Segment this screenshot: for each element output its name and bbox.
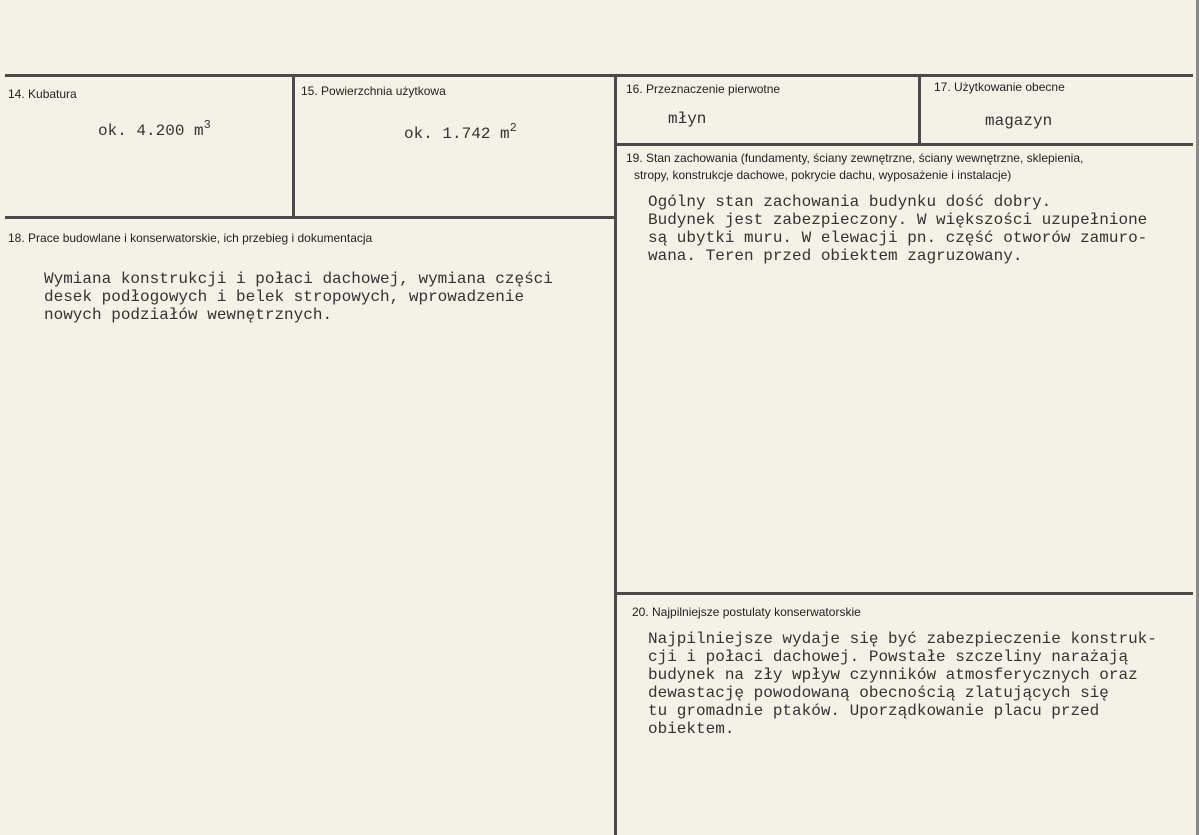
field-19-line: Ogólny stan zachowania budynku dość dobry. — [648, 193, 1052, 211]
divider-14-15 — [292, 75, 295, 218]
field-19-line: wana. Teren przed obiektem zagruzowany. — [648, 247, 1023, 265]
divider-19-20 — [616, 592, 1193, 595]
field-20-text — [648, 630, 1157, 738]
field-14-label: 14. Kubatura — [8, 87, 77, 101]
field-15-number: ok. 1.742 m — [404, 125, 510, 143]
field-19-label-line-2: stropy, konstrukcje dachowe, pokrycie dachu, wyposażenie i instalacje) — [634, 168, 1012, 182]
field-14-unit-exponent: 3 — [203, 118, 211, 132]
field-15-unit-exponent: 2 — [509, 121, 517, 135]
field-20-line: obiektem. — [648, 720, 735, 738]
field-16-value: młyn — [668, 110, 707, 128]
field-18-line: Wymiana konstrukcji i połaci dachowej, wymiana części — [44, 270, 553, 288]
divider-left-right — [614, 75, 617, 835]
field-18-line: desek podłogowych i belek stropowych, wprowadzenie — [44, 288, 525, 306]
field-20-line: dewastację powodowaną obecnością zlatujących się — [648, 684, 1109, 702]
field-19-text — [648, 193, 1147, 265]
field-18-line: nowych podziałów wewnętrznych. — [44, 306, 333, 324]
divider-16-19 — [616, 143, 1193, 146]
field-18-label: 18. Prace budowlane i konserwatorskie, ich przebieg i dokumentacja — [8, 231, 373, 245]
field-15-label: 15. Powierzchnia użytkowa — [301, 84, 446, 98]
field-14-value — [98, 118, 211, 140]
field-14-number: ok. 4.200 m — [98, 122, 204, 140]
field-20-line: budynek na zły wpływ czynników atmosferycznych oraz — [648, 666, 1138, 684]
field-15-value — [404, 121, 517, 143]
field-20-line: tu gromadnie ptaków. Uporządkowanie placu przed — [648, 702, 1100, 720]
field-20-label: 20. Najpilniejsze postulaty konserwatorskie — [632, 605, 861, 619]
field-20-line: cji i połaci dachowej. Powstałe szczeliny narażają — [648, 648, 1129, 666]
field-19-line: są ubytki muru. W elewacji pn. część otworów zamuro- — [648, 229, 1148, 247]
field-16-label: 16. Przeznaczenie pierwotne — [626, 82, 781, 96]
field-19-label — [626, 150, 1186, 184]
field-17-value: magazyn — [985, 112, 1053, 130]
top-border-line — [5, 74, 1193, 77]
field-18-text — [44, 270, 553, 324]
divider-16-17 — [918, 75, 921, 145]
field-19-label-line-1: 19. Stan zachowania (fundamenty, ściany zewnętrzne, ściany wewnętrzne, sklepienia, — [626, 151, 1084, 165]
field-17-label: 17. Użytkowanie obecne — [934, 80, 1065, 94]
divider-14-18 — [5, 216, 617, 219]
field-20-line: Najpilniejsze wydaje się być zabezpieczenie konstruk- — [648, 630, 1157, 648]
field-19-line: Budynek jest zabezpieczony. W większości uzupełnione — [648, 211, 1148, 229]
